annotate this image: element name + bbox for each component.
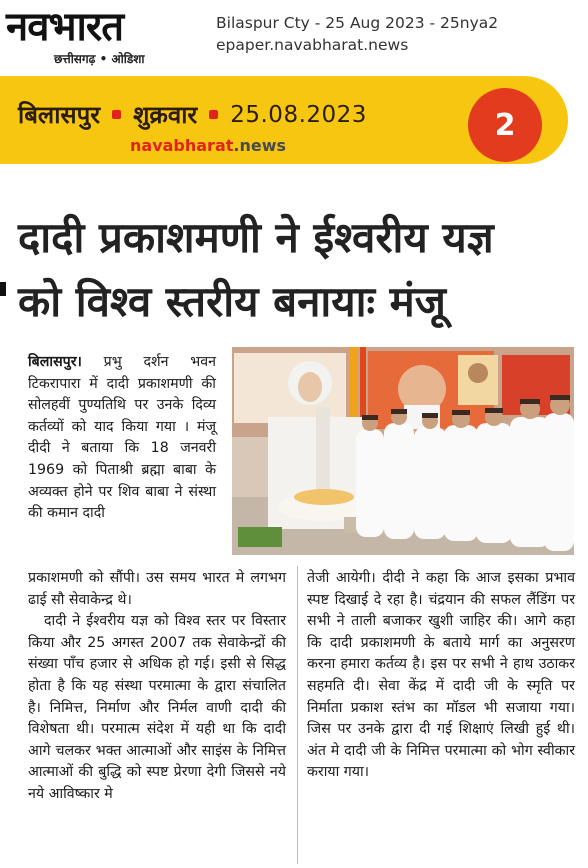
logo-subtitle: छत्तीसगढ़ • ओडिशा [54,52,145,66]
article-dateline: बिलासपुर। [28,354,82,370]
site-brand: navabharat [130,136,234,155]
article-photo [232,347,574,555]
margin-mark [0,282,6,296]
edition-line: Bilaspur Cty - 25 Aug 2023 - 25nya2 [216,14,499,32]
headline-line-1: दादी प्रकाशमणी ने ईश्वरीय यज्ञ [18,213,494,262]
logo-wordmark: नवभारत [6,4,124,50]
newspaper-logo [6,4,202,68]
article-paragraph-2: दादी ने ईश्वरीय यज्ञ को विश्व स्तर पर विस्तार किया और 25 अगस्त 2007 तक सेवाकेन्द्रों की संख्या पाँच हजार से अधिक हो गई। इसी से सिद्ध होता है कि यह संस्था परमात्मा के द्वारा संचालित है। निमित्त, निर्माण और निर्मल वाणी दादी की विशेषता थी। परमात्म संदेश में यही था कि दादी आगे चलकर भक्त आत्माओं और साइंस के निमित्त आत्माओं की बुद्धि को स्पष्ट प्रेरणा देगी जिससे नये नये आविष्कार मे [28,613,286,802]
banner-site [130,136,286,155]
page-number-badge: 2 [468,88,542,162]
article-paragraph-1-start: प्रभु दर्शन भवन टिकरापारा में दादी प्रकाशमणी की सोलहवीं पुण्यतिथि पर उनके दिव्य कर्तव्यों को याद किया गया । मंजू दीदी ने बताया कि 18 जनवरी 1969 को पिताश्री ब्रह्मा बाबा के अव्यक्त होने पर शिव बाबा ने संस्था की कमान दादी [28,354,216,522]
article-column-2: तेजी आयेगी। दीदी ने कहा कि आज इसका प्रभाव स्पष्ट दिखाई दे रहा है। चंद्रयान की सफल लैंडिंग पर सभी ने ताली बजाकर खुशी जाहिर की। आगे कहा कि दादी प्रकाशमणी के बताये मार्ग का अनुसरण करना हमारा कर्तव्य है। इस पर सभी ने हाथ उठाकर सहमति दी। सेवा केंद्र में दादी जी के स्मृति पर निर्माता प्रकाश स्तंभ का मॉडल भी सजाया गया। जिस पर उनके द्वारा दी गई शिक्षाएं लिखी हुई थी। अंत मे दादी जी के निमित्त परमात्मा को भोग स्वीकार कराया गया। [307,570,575,781]
banner-date: 25.08.2023 [230,101,367,128]
column-divider [297,566,298,864]
edition-info [216,12,498,56]
banner-day: शुक्रवार [133,101,198,129]
page-banner [0,76,588,164]
article-column-1-top [28,352,216,525]
event-photo-illustration [232,347,574,555]
headline-line-2: को विश्व स्तरीय बनायाः मंजू [18,277,446,326]
site-tld: .news [233,136,287,155]
banner-row [18,98,367,131]
epaper-link[interactable]: epaper.navabharat.news [216,36,409,54]
banner-city: बिलासपुर [18,101,101,129]
separator-dot [209,110,218,119]
article-headline [18,206,584,334]
article-paragraph-1-end: प्रकाशमणी को सौंपी। उस समय भारत मे लगभग ढाई सौ सेवाकेन्द्र थे। [28,570,286,608]
article-column-1-bottom [28,568,286,806]
separator-dot [112,110,121,119]
